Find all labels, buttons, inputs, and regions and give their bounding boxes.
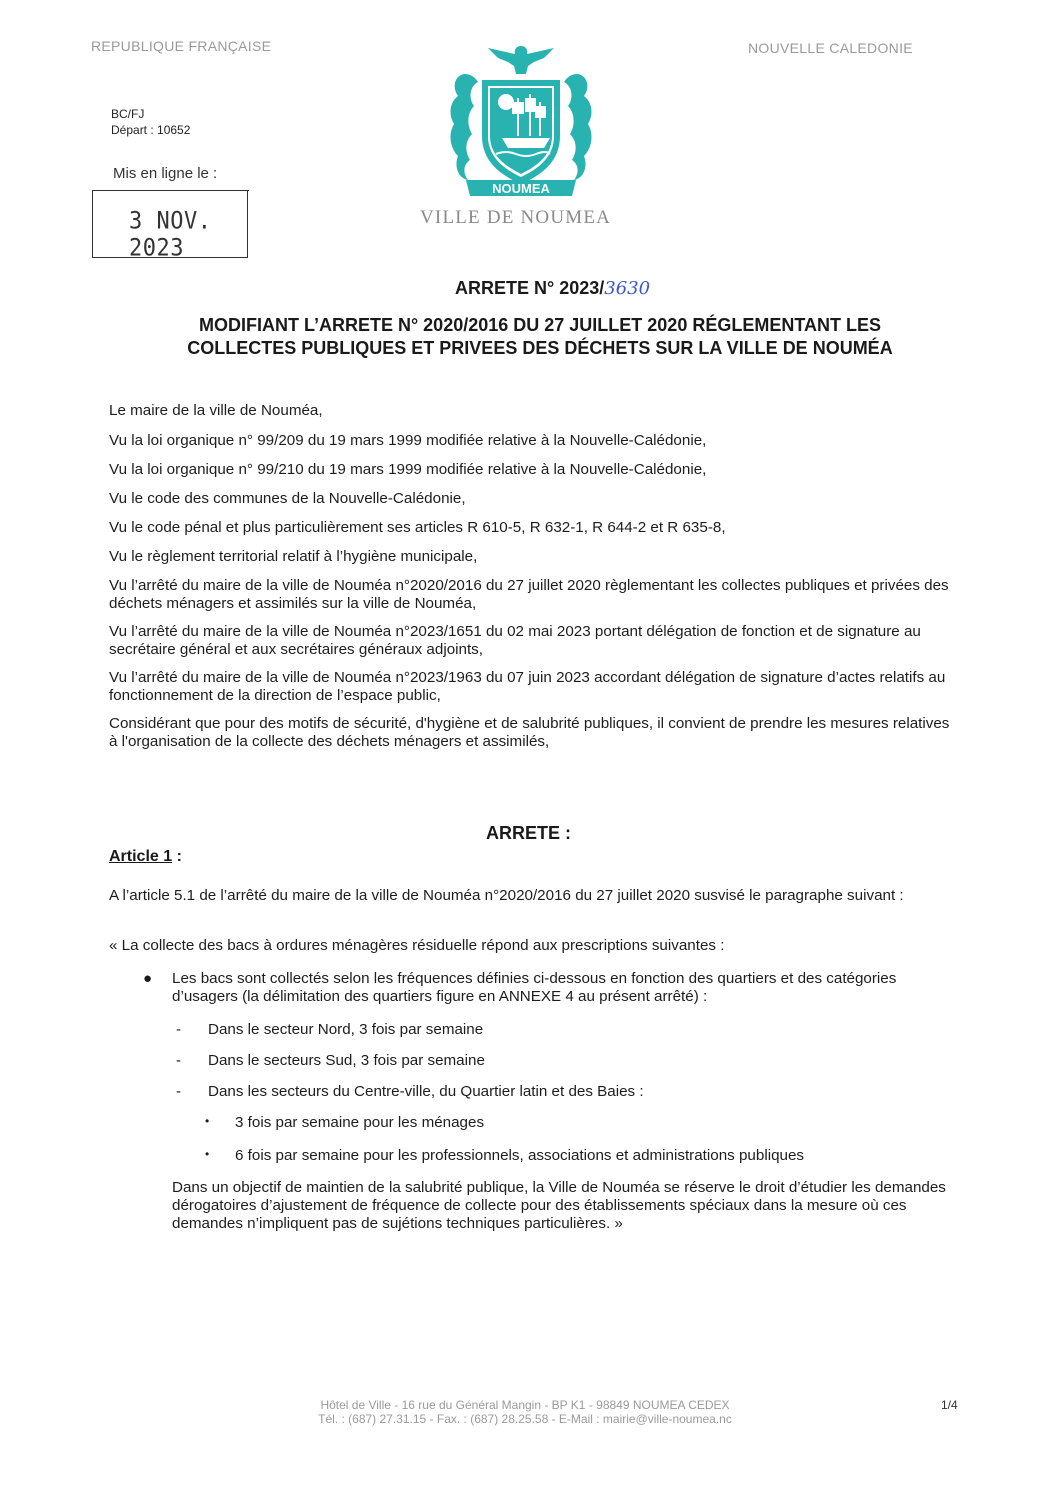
dash-marker: - (176, 1052, 182, 1069)
coat-of-arms-icon (426, 40, 616, 202)
header-republique: REPUBLIQUE FRANÇAISE (91, 38, 272, 54)
article-1-intro: A l’article 5.1 de l’arrêté du maire de la ville de Nouméa n°2020/2016 du 27 juillet 2020 susvisé le paragraphe suivant : (109, 887, 904, 904)
sub-item: 6 fois par semaine pour les professionnels, associations et administrations publiques (235, 1147, 804, 1164)
sub-bullet-marker: • (205, 1147, 210, 1161)
footer-line-2: Tél. : (687) 27.31.15 - Fax. : (687) 28.25.58 - E-Mail : mairie@ville-noumea.nc (318, 1412, 732, 1426)
reference-block (111, 106, 190, 138)
article-1-colon: : (172, 848, 182, 865)
dash-marker: - (176, 1083, 182, 1100)
arrete-subtitle (100, 314, 980, 360)
stamp-label: Mis en ligne le : (113, 165, 218, 182)
dash-marker: - (176, 1021, 182, 1038)
footer-line-1: Hôtel de Ville - 16 rue du Général Mangin - BP K1 - 98849 NOUMEA CEDEX (320, 1398, 730, 1412)
article-1-closing: Dans un objectif de maintien de la salubrité publique, la Ville de Nouméa se réserve le droit d’étudier les demandes dérogatoires d’ajustement de fréquence de collecte pour des établissements spéciaux dans la mesure où ces demandes n’impliquent pas de sujétions techniques particulières. » (172, 1179, 946, 1232)
city-name: VILLE DE NOUMEA (420, 207, 612, 228)
footer-address (200, 1398, 850, 1426)
page-number: 1/4 (941, 1398, 958, 1412)
sub-bullet-marker: • (205, 1114, 210, 1128)
header-nouvelle-caledonie: NOUVELLE CALEDONIE (748, 40, 913, 56)
preamble-line: Vu le règlement territorial relatif à l’hygiène municipale, (109, 548, 478, 565)
arrete-number-handwritten: 3630 (604, 278, 651, 299)
preamble-line: Considérant que pour des motifs de sécurité, d'hygiène et de salubrité publiques, il convient de prendre les mesures relatives à l'organisation de la collecte des déchets ménagers et assimilés, (109, 715, 950, 750)
preamble-line: Vu l’arrêté du maire de la ville de Nouméa n°2020/2016 du 27 juillet 2020 règlementant les collectes publiques et privées des déchets ménagers et assimilés sur la ville de Nouméa, (109, 577, 949, 612)
preamble-line: Vu le code pénal et plus particulièrement ses articles R 610-5, R 632-1, R 644-2 et R 635-8, (109, 519, 726, 536)
preamble-line: Vu la loi organique n° 99/210 du 19 mars 1999 modifiée relative à la Nouvelle-Calédonie, (109, 461, 707, 478)
reference-initials: BC/FJ (111, 107, 145, 121)
preamble-line: Le maire de la ville de Nouméa, (109, 402, 323, 419)
preamble-line: Vu l’arrêté du maire de la ville de Nouméa n°2023/1963 du 07 juin 2023 accordant délégation de signature d’actes relatifs au fonctionnement de la direction de l’espace public, (109, 669, 946, 704)
bullet-dot: ● (143, 970, 153, 987)
preamble-line: Vu la loi organique n° 99/209 du 19 mars 1999 modifiée relative à la Nouvelle-Calédonie, (109, 432, 707, 449)
stamp-date: 3 NOV. 2023 (129, 208, 212, 262)
article-1-quote-open: « La collecte des bacs à ordures ménagères résiduelle répond aux prescriptions suivantes : (109, 937, 725, 954)
preamble-line: Vu le code des communes de la Nouvelle-Calédonie, (109, 490, 466, 507)
arrete-number-prefix: ARRETE N° 2023/ (455, 278, 605, 298)
dash-item: Dans le secteur Nord, 3 fois par semaine (208, 1021, 484, 1038)
arrete-heading: ARRETE : (486, 823, 571, 843)
subtitle-line-1: MODIFIANT L’ARRETE N° 2020/2016 DU 27 JUILLET 2020 RÉGLEMENTANT LES (198, 315, 881, 335)
subtitle-line-2: COLLECTES PUBLIQUES ET PRIVEES DES DÉCHETS SUR LA VILLE DE NOUMÉA (187, 338, 893, 358)
city-coat-of-arms (426, 40, 616, 202)
article-1-heading (109, 848, 182, 866)
preamble (109, 402, 961, 760)
logo-banner-text: NOUMEA (492, 181, 550, 196)
dash-item: Dans les secteurs du Centre-ville, du Quartier latin et des Baies : (208, 1083, 644, 1100)
reference-depart: Départ : 10652 (111, 123, 191, 137)
sub-item: 3 fois par semaine pour les ménages (235, 1114, 485, 1131)
arrete-number (455, 278, 650, 299)
stamp-box (92, 190, 248, 262)
article-1-label: Article 1 (109, 848, 173, 865)
dash-item: Dans le secteurs Sud, 3 fois par semaine (208, 1052, 485, 1069)
article-1-bullet-main: Les bacs sont collectés selon les fréquences définies ci-dessous en fonction des quartiers et des catégories d’usagers (la délimitation des quartiers figure en ANNEXE 4 au présent arrêté) : (172, 970, 897, 1005)
preamble-line: Vu l’arrêté du maire de la ville de Nouméa n°2023/1651 du 02 mai 2023 portant délégation de fonction et de signature au secrétaire général et aux secrétaires généraux adjoints, (109, 623, 921, 658)
